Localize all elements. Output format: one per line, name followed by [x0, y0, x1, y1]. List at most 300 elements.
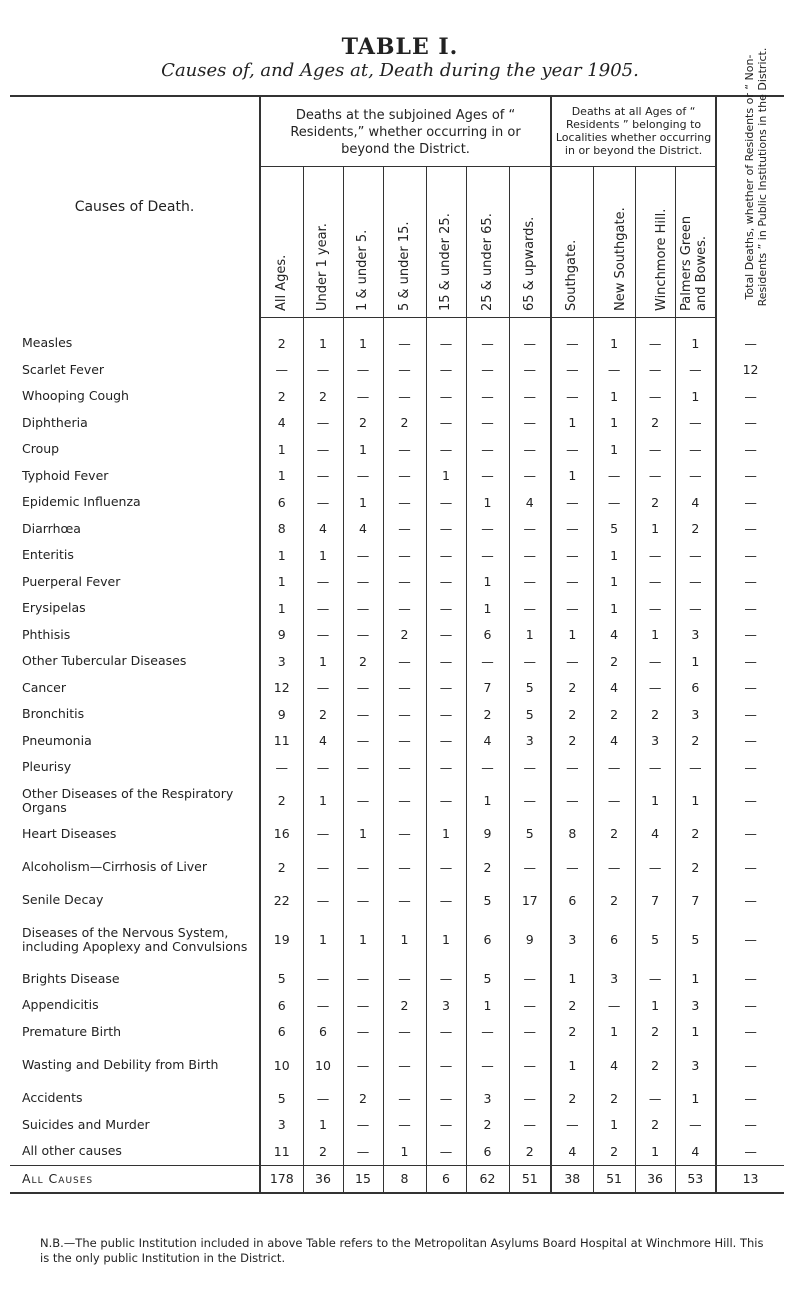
cell-value: 1	[551, 410, 593, 437]
cell-value: —	[509, 847, 551, 887]
table-row	[10, 728, 784, 755]
cell-value: —	[343, 887, 383, 914]
cell-value: —	[303, 675, 343, 702]
cell-value: —	[426, 648, 466, 675]
cell-value: 5	[635, 914, 675, 966]
cause-name: Suicides and Murder	[22, 1116, 150, 1132]
cell-value: —	[509, 410, 551, 437]
cell-value: —	[383, 595, 426, 622]
cell-value: 1	[551, 1045, 593, 1085]
cell-value: —	[716, 675, 784, 702]
cell-value: 4	[675, 1138, 716, 1165]
cell-value: 4	[260, 410, 303, 437]
cell-value: 4	[675, 489, 716, 516]
cell-value: —	[675, 1112, 716, 1139]
cell-value: —	[343, 383, 383, 410]
cell-value: 4	[593, 1045, 635, 1085]
cell-value: —	[466, 410, 509, 437]
cell-value: 2	[635, 1019, 675, 1046]
cell-value: —	[551, 595, 593, 622]
cell-value: —	[551, 781, 593, 821]
cell-value: 2	[635, 1045, 675, 1085]
cell-value: 5	[509, 821, 551, 848]
cell-value: —	[716, 1045, 784, 1085]
cell-value: —	[383, 675, 426, 702]
cell-value: —	[303, 622, 343, 649]
cell-value: 2	[593, 648, 635, 675]
cell-value: 4	[551, 1138, 593, 1165]
cause-name: Other Diseases of the Respiratory Organs	[22, 785, 234, 815]
cause-name: Erysipelas	[22, 600, 86, 616]
cell-value: —	[383, 357, 426, 384]
cell-value: 11	[260, 728, 303, 755]
cell-value: 2	[260, 383, 303, 410]
cell-value: 1	[675, 1085, 716, 1112]
cell-value: —	[426, 847, 466, 887]
table-title: TABLE I.	[341, 34, 459, 60]
cell-value: —	[551, 357, 593, 384]
cell-value: 3	[260, 1112, 303, 1139]
cell-value: —	[509, 516, 551, 543]
age-column-header	[383, 167, 426, 318]
cell-value: —	[426, 383, 466, 410]
cell-value: —	[383, 383, 426, 410]
cell-value: 2	[303, 1138, 343, 1165]
cell-value: 2	[303, 383, 343, 410]
cell-value: 2	[260, 318, 303, 357]
cell-value: 2	[593, 821, 635, 848]
cell-value: 1	[260, 542, 303, 569]
cell-value: —	[426, 489, 466, 516]
cell-value: —	[509, 1112, 551, 1139]
cell-value: 5	[509, 701, 551, 728]
cell-value: —	[383, 754, 426, 781]
cell-value: —	[551, 754, 593, 781]
table-row	[10, 992, 784, 1019]
cell-value: 4	[303, 516, 343, 543]
cell-value: 6	[675, 675, 716, 702]
cell-value: 5	[593, 516, 635, 543]
table-row	[10, 318, 784, 357]
cell-value: 4	[593, 728, 635, 755]
cell-value: —	[343, 1045, 383, 1085]
cell-value: —	[343, 728, 383, 755]
cell-value: 9	[260, 622, 303, 649]
table-row	[10, 1112, 784, 1139]
cell-value: 1	[593, 383, 635, 410]
cell-value: 1	[303, 318, 343, 357]
cell-value: —	[509, 542, 551, 569]
cell-value: 5	[509, 675, 551, 702]
age-column-header-text: 15 & under 25.	[438, 213, 453, 311]
cause-name: Whooping Cough	[22, 388, 129, 404]
cell-value: 4	[303, 728, 343, 755]
table-row	[10, 887, 784, 914]
cell-value: —	[426, 1112, 466, 1139]
cell-value: 7	[635, 887, 675, 914]
age-column-header	[343, 167, 383, 318]
cell-value: —	[426, 1138, 466, 1165]
age-column-header	[260, 167, 303, 318]
cell-value: 2	[383, 622, 426, 649]
cell-value: 5	[260, 966, 303, 993]
cell-value: —	[593, 357, 635, 384]
cell-value: —	[716, 1138, 784, 1165]
cell-value: 6	[260, 489, 303, 516]
cell-value: —	[303, 754, 343, 781]
cell-value: 2	[635, 489, 675, 516]
cell-value: —	[343, 1112, 383, 1139]
cell-value: 3	[675, 992, 716, 1019]
cause-name: Heart Diseases	[22, 825, 117, 841]
cell-value: —	[635, 357, 675, 384]
cell-value: 2	[343, 648, 383, 675]
cell-value: —	[426, 436, 466, 463]
cell-value: 3	[675, 1045, 716, 1085]
cell-value: —	[716, 821, 784, 848]
cell-value: 2	[675, 821, 716, 848]
localities-group-header: Deaths at all Ages of “ Residents ” belonging to Localities whether occurring in or beyond the District.	[551, 96, 716, 167]
cell-value: —	[383, 1112, 426, 1139]
total-header	[716, 47, 784, 318]
cell-value: —	[551, 1112, 593, 1139]
cell-value: —	[343, 701, 383, 728]
table-row	[10, 622, 784, 649]
locality-column-header	[551, 167, 593, 318]
cell-value: —	[426, 357, 466, 384]
cell-value: 4	[635, 821, 675, 848]
cell-value: —	[716, 754, 784, 781]
footnote: N.B.—The public Institution included in above Table refers to the Metropolitan Asylums Board Hospital at Winchmore Hill. This is the only public Institution in the District.	[40, 1236, 764, 1265]
age-column-header	[426, 167, 466, 318]
cause-name: Phthisis	[22, 626, 71, 642]
cell-value: —	[716, 728, 784, 755]
cell-value: 7	[466, 675, 509, 702]
table-row	[10, 648, 784, 675]
cell-value: 16	[260, 821, 303, 848]
cell-value: —	[466, 754, 509, 781]
cell-value: —	[343, 966, 383, 993]
locality-column-header-text: New Southgate.	[613, 207, 629, 311]
cell-value: —	[343, 992, 383, 1019]
cell-value: —	[466, 1045, 509, 1085]
cell-value: 4	[509, 489, 551, 516]
cause-name: Bronchitis	[22, 706, 85, 722]
cell-value: 2	[675, 847, 716, 887]
table-subtitle: Causes of, and Ages at, Death during the year 1905.	[161, 60, 639, 81]
table-row	[10, 1045, 784, 1085]
cell-value: —	[426, 318, 466, 357]
cell-value: —	[675, 754, 716, 781]
cell-value: 2	[593, 1085, 635, 1112]
cell-value: 53	[675, 1165, 716, 1193]
cell-value: 2	[466, 847, 509, 887]
cell-value: 9	[260, 701, 303, 728]
cell-value: —	[635, 436, 675, 463]
cell-value: 6	[466, 622, 509, 649]
cell-value: 2	[343, 1085, 383, 1112]
table-row	[10, 1165, 784, 1193]
cell-value: —	[426, 1045, 466, 1085]
table-row	[10, 1019, 784, 1046]
cell-value: 6	[466, 1138, 509, 1165]
cell-value: —	[303, 489, 343, 516]
cell-value: 1	[675, 781, 716, 821]
cell-value: —	[509, 754, 551, 781]
cell-value: —	[343, 542, 383, 569]
cell-value: 1	[593, 569, 635, 596]
cell-value: —	[675, 410, 716, 437]
cell-value: —	[509, 357, 551, 384]
cell-value: —	[635, 754, 675, 781]
locality-column-header-text: Southgate.	[564, 239, 580, 311]
table-row	[10, 966, 784, 993]
cell-value: 2	[343, 410, 383, 437]
cell-value: —	[635, 1085, 675, 1112]
cell-value: 2	[551, 675, 593, 702]
cell-value: —	[551, 489, 593, 516]
cell-value: 8	[383, 1165, 426, 1193]
table-row	[10, 410, 784, 437]
cell-value: 36	[303, 1165, 343, 1193]
cell-value: —	[716, 992, 784, 1019]
cell-value: —	[343, 622, 383, 649]
cell-value: —	[509, 569, 551, 596]
cell-value: —	[551, 542, 593, 569]
cell-value: 1	[675, 318, 716, 357]
cell-value: 3	[635, 728, 675, 755]
table-row	[10, 463, 784, 490]
cell-value: —	[716, 595, 784, 622]
cell-value: —	[716, 1085, 784, 1112]
cell-value: —	[383, 318, 426, 357]
cell-value: —	[383, 887, 426, 914]
cell-value: —	[509, 383, 551, 410]
cell-value: 3	[593, 966, 635, 993]
cell-value: 15	[343, 1165, 383, 1193]
cell-value: —	[716, 701, 784, 728]
cell-value: —	[593, 992, 635, 1019]
cell-value: —	[343, 781, 383, 821]
age-column-header-text: 1 & under 5.	[355, 229, 370, 311]
table-row	[10, 781, 784, 821]
cell-value: —	[593, 489, 635, 516]
cell-value: —	[716, 887, 784, 914]
cell-value: —	[716, 436, 784, 463]
cell-value: 2	[466, 1112, 509, 1139]
age-column-header-text: 65 & upwards.	[521, 216, 537, 311]
cell-value: —	[466, 648, 509, 675]
cell-value: 1	[593, 1112, 635, 1139]
cell-value: —	[635, 847, 675, 887]
cell-value: 2	[635, 1112, 675, 1139]
cell-value: —	[303, 992, 343, 1019]
cell-value: 1	[343, 318, 383, 357]
cell-value: 1	[675, 383, 716, 410]
cell-value: —	[383, 516, 426, 543]
cell-value: —	[716, 847, 784, 887]
cell-value: 1	[635, 781, 675, 821]
cell-value: —	[343, 847, 383, 887]
cell-value: —	[303, 463, 343, 490]
cell-value: 10	[303, 1045, 343, 1085]
cell-value: —	[635, 318, 675, 357]
cell-value: 2	[551, 728, 593, 755]
cell-value: —	[509, 436, 551, 463]
locality-column-header	[635, 167, 675, 318]
cell-value: 51	[509, 1165, 551, 1193]
cell-value: 1	[303, 1112, 343, 1139]
cell-value: —	[343, 463, 383, 490]
cell-value: —	[551, 318, 593, 357]
cell-value: 1	[260, 463, 303, 490]
cause-name: Appendicitis	[22, 997, 99, 1013]
cell-value: —	[716, 542, 784, 569]
cell-value: —	[343, 754, 383, 781]
cell-value: —	[716, 516, 784, 543]
cell-value: 9	[466, 821, 509, 848]
cell-value: —	[426, 622, 466, 649]
cell-value: —	[343, 357, 383, 384]
cell-value: 10	[260, 1045, 303, 1085]
table-row	[10, 542, 784, 569]
cause-name: Enteritis	[22, 547, 74, 563]
cell-value: —	[303, 436, 343, 463]
cell-value: 4	[466, 728, 509, 755]
cell-value: —	[675, 463, 716, 490]
cell-value: —	[675, 569, 716, 596]
cell-value: —	[426, 754, 466, 781]
cell-value: 1	[303, 542, 343, 569]
table-row	[10, 821, 784, 848]
cell-value: —	[383, 966, 426, 993]
cell-value: —	[509, 1045, 551, 1085]
cell-value: —	[716, 1019, 784, 1046]
cell-value: 36	[635, 1165, 675, 1193]
cell-value: —	[426, 569, 466, 596]
cell-value: 1	[675, 648, 716, 675]
cell-value: 6	[260, 1019, 303, 1046]
cell-value: —	[716, 781, 784, 821]
cell-value: —	[343, 569, 383, 596]
cell-value: —	[383, 436, 426, 463]
cell-value: 1	[343, 821, 383, 848]
cell-value: 2	[466, 701, 509, 728]
cell-value: 2	[509, 1138, 551, 1165]
table-row	[10, 569, 784, 596]
cell-value: 1	[426, 463, 466, 490]
cell-value: —	[551, 648, 593, 675]
cell-value: —	[593, 463, 635, 490]
cell-value: —	[593, 781, 635, 821]
cell-value: —	[509, 781, 551, 821]
cause-name: Wasting and Debility from Birth	[22, 1057, 219, 1072]
cause-name: Diphtheria	[22, 414, 88, 430]
cell-value: —	[716, 622, 784, 649]
cause-name: Diarrhœa	[22, 520, 81, 536]
cell-value: 178	[260, 1165, 303, 1193]
cell-value: 1	[260, 569, 303, 596]
cell-value: —	[716, 1112, 784, 1139]
cell-value: —	[716, 966, 784, 993]
cell-value: 5	[260, 1085, 303, 1112]
cell-value: 1	[343, 489, 383, 516]
cell-value: —	[509, 463, 551, 490]
cell-value: —	[383, 648, 426, 675]
age-column-header-text: 5 & under 15.	[396, 221, 412, 311]
table-row	[10, 847, 784, 887]
cell-value: —	[466, 357, 509, 384]
cell-value: —	[383, 1085, 426, 1112]
cell-value: 2	[551, 1019, 593, 1046]
cell-value: —	[635, 569, 675, 596]
cell-value: 5	[466, 887, 509, 914]
cell-value: 1	[260, 595, 303, 622]
cell-value: 1	[593, 595, 635, 622]
cell-value: —	[466, 516, 509, 543]
age-column-header	[303, 167, 343, 318]
cause-name: Cancer	[22, 679, 67, 695]
table-row	[10, 595, 784, 622]
locality-column-header-text: Winchmore Hill.	[654, 208, 670, 311]
cell-value: —	[466, 436, 509, 463]
age-column-header-text: Under 1 year.	[315, 223, 330, 311]
cell-value: —	[716, 383, 784, 410]
cell-value: 2	[551, 992, 593, 1019]
cell-value: 1	[426, 821, 466, 848]
cell-value: —	[593, 754, 635, 781]
cell-value: —	[551, 569, 593, 596]
cell-value: —	[343, 1138, 383, 1165]
causes-header: Causes of Death.	[10, 96, 260, 318]
locality-column-header	[593, 167, 635, 318]
cell-value: 3	[675, 622, 716, 649]
cell-value: 1	[509, 622, 551, 649]
cell-value: 1	[466, 489, 509, 516]
cause-name: Typhoid Fever	[22, 467, 109, 483]
cause-name: Accidents	[22, 1090, 83, 1106]
locality-column-header-text: Palmers Green and Bowes.	[679, 215, 710, 311]
table-row	[10, 675, 784, 702]
cell-value: —	[675, 595, 716, 622]
cell-value: —	[426, 1085, 466, 1112]
cell-value: —	[343, 595, 383, 622]
cell-value: 62	[466, 1165, 509, 1193]
cell-value: 3	[426, 992, 466, 1019]
cell-value: —	[426, 1019, 466, 1046]
cell-value: 8	[551, 821, 593, 848]
table-row	[10, 754, 784, 781]
cell-value: —	[426, 675, 466, 702]
cause-name: Measles	[22, 335, 73, 350]
cause-name: Pleurisy	[22, 759, 72, 775]
cell-value: 1	[343, 436, 383, 463]
cell-value: 2	[635, 701, 675, 728]
cell-value: 1	[466, 992, 509, 1019]
cell-value: 1	[635, 516, 675, 543]
cause-name: Brights Disease	[22, 970, 120, 986]
cell-value: 6	[426, 1165, 466, 1193]
cell-value: 51	[593, 1165, 635, 1193]
cell-value: 1	[593, 1019, 635, 1046]
cell-value: —	[466, 1019, 509, 1046]
cell-value: 13	[716, 1165, 784, 1193]
cause-name: Puerperal Fever	[22, 573, 121, 589]
cell-value: —	[303, 966, 343, 993]
locality-column-header	[675, 167, 716, 318]
cell-value: —	[303, 821, 343, 848]
age-column-header	[509, 167, 551, 318]
